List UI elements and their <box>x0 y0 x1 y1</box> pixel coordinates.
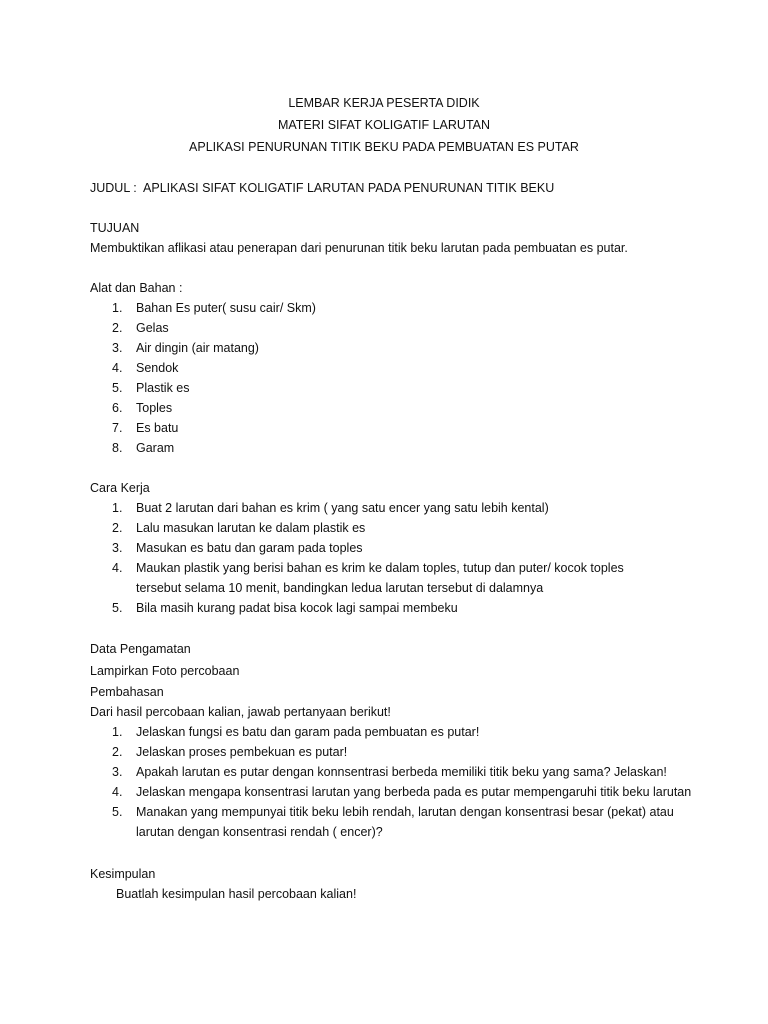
alat-bahan-heading: Alat dan Bahan : <box>90 281 183 295</box>
list-text: Air dingin (air matang) <box>136 341 259 355</box>
list-number: 5. <box>112 381 123 395</box>
list-item <box>90 358 690 378</box>
alat-bahan-section <box>90 278 690 458</box>
list-item <box>90 598 690 618</box>
data-pengamatan-heading: Data Pengamatan <box>90 642 191 656</box>
list-number: 7. <box>112 421 123 435</box>
tujuan-section <box>90 218 690 258</box>
header-title-1: LEMBAR KERJA PESERTA DIDIK <box>288 96 480 110</box>
list-text: Lalu masukan larutan ke dalam plastik es <box>136 521 366 535</box>
list-number: 4. <box>112 361 123 375</box>
list-number: 4. <box>112 785 123 799</box>
list-text: Jelaskan fungsi es batu dan garam pada pembuatan es putar! <box>136 725 480 739</box>
list-text: Jelaskan mengapa konsentrasi larutan yang berbeda pada es putar mempengaruhi titik beku larutan <box>136 785 692 799</box>
list-number: 8. <box>112 441 123 455</box>
list-text: Bila masih kurang padat bisa kocok lagi sampai membeku <box>136 601 458 615</box>
list-item <box>90 722 690 742</box>
list-item <box>90 742 690 762</box>
list-number: 1. <box>112 725 123 739</box>
list-text: Masukan es batu dan garam pada toples <box>136 541 363 555</box>
document-content <box>90 92 690 904</box>
list-number: 6. <box>112 401 123 415</box>
list-item <box>90 398 690 418</box>
list-text: Es batu <box>136 421 179 435</box>
list-text: Manakan yang mempunyai titik beku lebih rendah, larutan dengan konsentrasi besar (pekat) atau larutan dengan konsentrasi rendah ( encer)? <box>136 805 674 839</box>
list-item <box>90 538 690 558</box>
alat-bahan-list <box>90 298 690 458</box>
list-text: Plastik es <box>136 381 190 395</box>
list-text: Sendok <box>136 361 179 375</box>
list-number: 1. <box>112 501 123 515</box>
list-number: 3. <box>112 341 123 355</box>
list-item <box>90 418 690 438</box>
pembahasan-list <box>90 722 690 842</box>
list-item <box>90 498 690 518</box>
kesimpulan-text: Buatlah kesimpulan hasil percobaan kalian! <box>116 887 357 901</box>
list-number: 1. <box>112 301 123 315</box>
list-number: 5. <box>112 805 123 819</box>
list-text: Jelaskan proses pembekuan es putar! <box>136 745 348 759</box>
list-item <box>90 558 658 598</box>
list-text: Toples <box>136 401 173 415</box>
list-text: Apakah larutan es putar dengan konnsentrasi berbeda memiliki titik beku yang sama? Jelaskan! <box>136 765 667 779</box>
list-item <box>90 802 706 842</box>
list-number: 3. <box>112 541 123 555</box>
list-item <box>90 318 690 338</box>
kesimpulan-heading: Kesimpulan <box>90 867 156 881</box>
pembahasan-heading: Pembahasan <box>90 685 164 699</box>
tujuan-heading: TUJUAN <box>90 221 140 235</box>
list-text: Garam <box>136 441 175 455</box>
pembahasan-intro: Dari hasil percobaan kalian, jawab pertanyaan berikut! <box>90 705 391 719</box>
list-item <box>90 518 690 538</box>
cara-kerja-heading: Cara Kerja <box>90 481 150 495</box>
list-text: Buat 2 larutan dari bahan es krim ( yang satu encer yang satu lebih kental) <box>136 501 549 515</box>
list-text: Bahan Es puter( susu cair/ Skm) <box>136 301 316 315</box>
kesimpulan-section <box>90 864 690 904</box>
judul-line: JUDUL : APLIKASI SIFAT KOLIGATIF LARUTAN PADA PENURUNAN TITIK BEKU <box>90 181 555 195</box>
list-item <box>90 338 690 358</box>
list-number: 3. <box>112 765 123 779</box>
list-number: 4. <box>112 561 123 575</box>
header-title-2: MATERI SIFAT KOLIGATIF LARUTAN <box>277 118 491 132</box>
list-item <box>90 298 690 318</box>
header-title-3: APLIKASI PENURUNAN TITIK BEKU PADA PEMBUATAN ES PUTAR <box>189 140 579 154</box>
lampiran-text: Lampirkan Foto percobaan <box>90 664 240 678</box>
pembahasan-section <box>90 682 690 842</box>
data-pengamatan-section <box>90 638 690 682</box>
cara-kerja-list <box>90 498 690 618</box>
tujuan-text: Membuktikan aflikasi atau penerapan dari penurunan titik beku larutan pada pembuatan es putar. <box>90 241 628 255</box>
list-item <box>90 378 690 398</box>
list-number: 2. <box>112 321 123 335</box>
list-text: Maukan plastik yang berisi bahan es krim ke dalam toples, tutup dan puter/ kocok toples tersebut selama 10 menit, bandingkan ledua larutan tersebut di dalamnya <box>136 561 624 595</box>
list-number: 5. <box>112 601 123 615</box>
list-number: 2. <box>112 521 123 535</box>
list-number: 2. <box>112 745 123 759</box>
cara-kerja-section <box>90 478 690 618</box>
document-header <box>90 92 678 158</box>
list-item <box>90 782 706 802</box>
list-text: Gelas <box>136 321 169 335</box>
list-item <box>90 438 690 458</box>
list-item <box>90 762 736 782</box>
